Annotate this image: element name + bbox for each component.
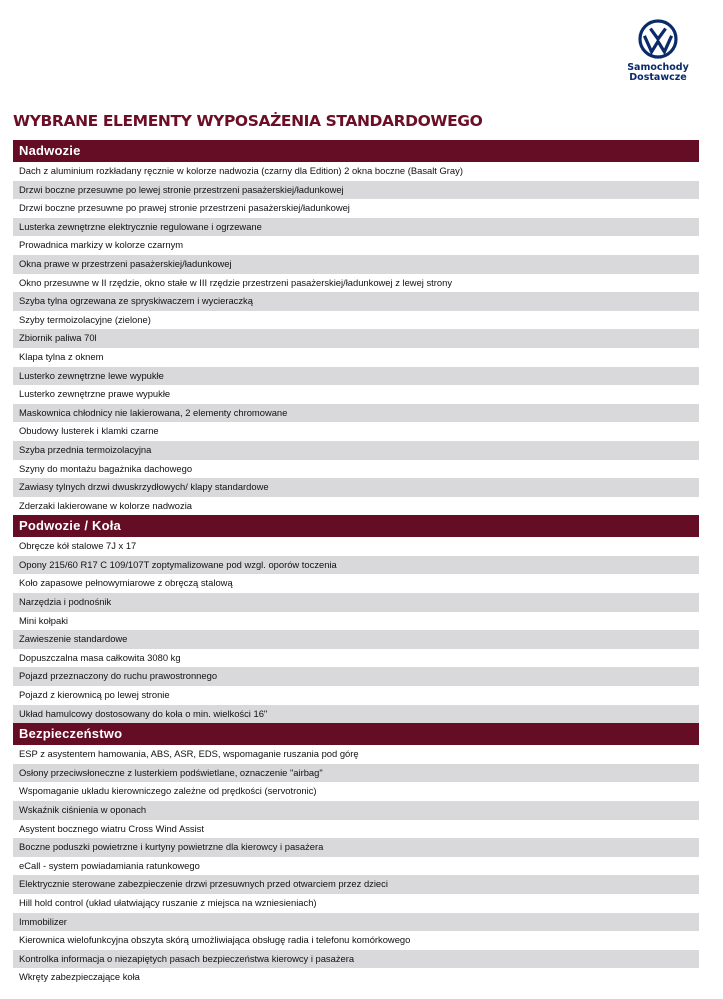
equipment-item: Obręcze kół stalowe 7J x 17 bbox=[19, 540, 137, 552]
section-header: Bezpieczeństwo bbox=[13, 723, 699, 745]
equipment-item: Pojazd przeznaczony do ruchu prawostronnego bbox=[13, 667, 699, 686]
equipment-item: Okna prawe w przestrzeni pasażerskiej/ładunkowej bbox=[13, 255, 699, 274]
equipment-item: Wspomaganie układu kierowniczego zależne od prędkości (servotronic) bbox=[19, 785, 317, 797]
equipment-item: Immobilizer bbox=[13, 913, 699, 932]
equipment-item: Prowadnica markizy w kolorze czarnym bbox=[19, 239, 184, 251]
equipment-item: Dach z aluminium rozkładany ręcznie w kolorze nadwozia (czarny dla Edition) 2 okna boczne (Basalt Gray) bbox=[19, 165, 463, 176]
equipment-item: Układ hamulcowy dostosowany do koła o min. wielkości 16" bbox=[13, 705, 699, 724]
equipment-item: Narzędzia i podnośnik bbox=[13, 593, 699, 612]
equipment-item: Hill hold control (układ ułatwiający ruszanie z miejsca na wzniesieniach) bbox=[19, 896, 317, 908]
equipment-item: eCall - system powiadamiania ratunkowego bbox=[19, 859, 200, 871]
equipment-item: Szyny do montażu bagażnika dachowego bbox=[19, 462, 193, 474]
equipment-item: Wskaźnik ciśnienia w oponach bbox=[13, 801, 699, 820]
equipment-item: Opony 215/60 R17 C 109/107T zoptymalizowane pod wzgl. oporów toczenia bbox=[13, 556, 699, 575]
equipment-item: Lusterka zewnętrzne elektrycznie regulowane i ogrzewane bbox=[13, 218, 699, 237]
equipment-item: Dopuszczalna masa całkowita 3080 kg bbox=[19, 651, 181, 663]
equipment-item: Lusterko zewnętrzne prawe wypukłe bbox=[19, 388, 171, 400]
equipment-item: Szyba tylna ogrzewana ze spryskiwaczem i wycieraczką bbox=[13, 292, 699, 311]
equipment-item: Mini kołpaki bbox=[19, 614, 68, 626]
section-header: Podwozie / Koła bbox=[13, 515, 699, 537]
brand-name bbox=[626, 63, 690, 83]
equipment-item: Kierownica wielofunkcyjna obszyta skórą umożliwiająca obsługę radia i telefonu komórkowego bbox=[19, 934, 411, 946]
equipment-item: Obudowy lusterek i klamki czarne bbox=[19, 425, 159, 437]
equipment-item: Zawieszenie standardowe bbox=[13, 630, 699, 649]
equipment-item: Maskownica chłodnicy nie lakierowana, 2 elementy chromowane bbox=[13, 404, 699, 423]
brand-name-line1: Samochody bbox=[627, 62, 689, 73]
equipment-item: Wkręty zabezpieczające koła bbox=[19, 971, 140, 983]
brand-logo bbox=[626, 19, 690, 83]
equipment-item: Szyba przednia termoizolacyjna bbox=[13, 441, 699, 460]
equipment-item: Szyby termoizolacyjne (zielone) bbox=[19, 313, 151, 325]
equipment-item: Klapa tylna z oknem bbox=[19, 350, 104, 362]
equipment-item: Zbiornik paliwa 70l bbox=[13, 329, 699, 348]
equipment-item: Zawiasy tylnych drzwi dwuskrzydłowych/ klapy standardowe bbox=[13, 478, 699, 497]
equipment-item: Koło zapasowe pełnowymiarowe z obręczą stalową bbox=[19, 577, 233, 589]
section-header: Nadwozie bbox=[13, 140, 699, 162]
equipment-item: Zderzaki lakierowane w kolorze nadwozia bbox=[19, 499, 192, 511]
equipment-item: Okno przesuwne w II rzędzie, okno stałe w III rzędzie przestrzeni pasażerskiej/ładunkowej z lewej strony bbox=[19, 276, 453, 288]
equipment-item: Pojazd z kierownicą po lewej stronie bbox=[19, 689, 170, 701]
vw-logo-icon bbox=[638, 19, 678, 59]
equipment-item: ESP z asystentem hamowania, ABS, ASR, EDS, wspomaganie ruszania pod górę bbox=[19, 748, 359, 760]
equipment-item: Asystent bocznego wiatru Cross Wind Assist bbox=[19, 822, 204, 834]
equipment-item: Osłony przeciwsłoneczne z lusterkiem podświetlane, oznaczenie "airbag" bbox=[13, 764, 699, 783]
page-title: WYBRANE ELEMENTY WYPOSAŻENIA STANDARDOWEGO bbox=[13, 112, 483, 130]
equipment-item: Kontrolka informacja o niezapiętych pasach bezpieczeństwa kierowcy i pasażera bbox=[13, 950, 699, 969]
equipment-item: Elektrycznie sterowane zabezpieczenie drzwi przesuwnych przed otwarciem przez dzieci bbox=[13, 875, 699, 894]
brand-name-line2: Dostawcze bbox=[629, 72, 687, 83]
equipment-item: Boczne poduszki powietrzne i kurtyny powietrzne dla kierowcy i pasażera bbox=[13, 838, 699, 857]
equipment-item: Drzwi boczne przesuwne po prawej stronie przestrzeni pasażerskiej/ładunkowej bbox=[19, 202, 350, 214]
equipment-item: Lusterko zewnętrzne lewe wypukłe bbox=[13, 367, 699, 386]
equipment-list bbox=[13, 140, 699, 987]
equipment-item: Drzwi boczne przesuwne po lewej stronie przestrzeni pasażerskiej/ładunkowej bbox=[13, 181, 699, 200]
